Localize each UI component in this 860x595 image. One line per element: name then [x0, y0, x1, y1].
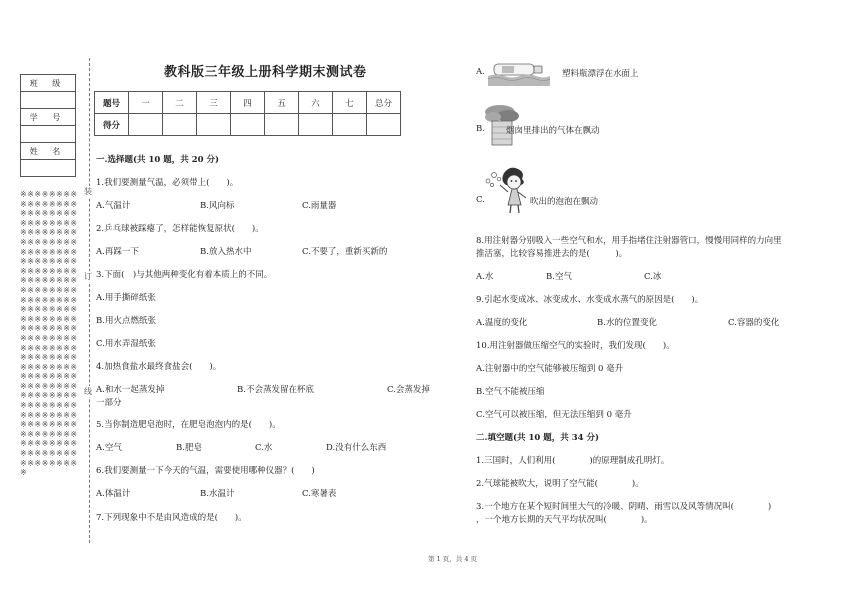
- question-8-option-a: A.水: [476, 272, 494, 282]
- question-10-option-c: C.空气可以被压缩，但无法压缩到 0 毫升: [476, 410, 632, 420]
- bubbles-child-image: [484, 165, 534, 215]
- class-label: 班 级: [21, 75, 76, 92]
- score-header-item: 三: [197, 92, 231, 114]
- question-1-stem: 1.我们要测量气温，必须带上( )。: [96, 178, 239, 188]
- question-8-option-c: C.冰: [644, 272, 662, 282]
- score-cell[interactable]: [367, 114, 401, 136]
- page-title: 教科版三年级上册科学期末测试卷: [164, 65, 367, 80]
- question-4-stem: 4.加热食盐水最终食盐会( )。: [96, 362, 222, 372]
- question-5-option-b: B.肥皂: [176, 443, 202, 453]
- question-9-option-c: C.容器的变化: [728, 318, 780, 328]
- question-9-option-a: A.温度的变化: [476, 318, 528, 328]
- question-7-option-c-text: 吹出的泡泡在飘动: [530, 197, 599, 207]
- fill-question-3-line-2: ，一个地方长期的天气平均状况叫( )。: [476, 515, 653, 525]
- section-1-title: 一.选择题(共 10 题，共 20 分): [96, 155, 219, 165]
- score-cell[interactable]: [129, 114, 163, 136]
- seal-char-ding: 订: [84, 272, 92, 281]
- name-label: 姓 名: [21, 143, 76, 160]
- question-1-option-b: B.风向标: [200, 201, 235, 211]
- score-header-item: 一: [129, 92, 163, 114]
- score-header-item: 总分: [367, 92, 401, 114]
- question-10-option-a: A.注射器中的空气能够被压缩到 0 毫升: [476, 364, 624, 374]
- score-cell[interactable]: [265, 114, 299, 136]
- score-cell[interactable]: [231, 114, 265, 136]
- score-cell[interactable]: [197, 114, 231, 136]
- question-4-option-b: B.不会蒸发留在杯底: [237, 385, 314, 395]
- question-6-stem: 6.我们要测量一下今天的气温，需要使用哪种仪器？( ): [96, 466, 315, 476]
- question-9-option-b: B.水的位置变化: [597, 318, 657, 328]
- question-10-stem: 10.用注射器做压缩空气的实验时，我们发现( )。: [476, 341, 675, 351]
- score-row-label: 得分: [95, 114, 129, 136]
- page-footer: 第 1 页，共 4 页: [428, 555, 478, 563]
- question-8-stem-line-2: 推活塞，比较容易推进去的是( )。: [476, 249, 628, 259]
- class-field[interactable]: [21, 92, 76, 109]
- question-7-option-c-letter: C.: [476, 195, 485, 205]
- fill-question-1: 1.三国时，人们利用( )的原理制成孔明灯。: [476, 456, 670, 466]
- score-cell[interactable]: [299, 114, 333, 136]
- question-7-option-b-letter: B.: [476, 124, 485, 134]
- question-6-option-c: C.寒暑表: [302, 489, 337, 499]
- question-2-option-a: A.再踩一下: [96, 247, 139, 257]
- plastic-bottle-image: [488, 60, 550, 86]
- score-header-item: 六: [299, 92, 333, 114]
- student-number-field[interactable]: [21, 126, 76, 143]
- question-4-option-c: C.会蒸发掉: [387, 385, 430, 395]
- binding-dashed-line: [89, 58, 90, 543]
- question-5-option-c: C.水: [255, 443, 273, 453]
- score-header-item: 七: [333, 92, 367, 114]
- question-3-option-b: B.用火点燃纸张: [96, 316, 156, 326]
- question-4-option-c-cont: 一部分: [96, 398, 122, 408]
- question-7-option-b-text: 烟囱里排出的气体在飘动: [506, 126, 600, 136]
- question-2-option-c: C.不要了，重新买新的: [302, 247, 388, 257]
- question-2-option-b: B.放入热水中: [200, 247, 252, 257]
- student-number-label: 学 号: [21, 109, 76, 126]
- question-10-option-b: B.空气不能被压缩: [476, 387, 545, 397]
- question-7-option-a-letter: A.: [476, 67, 485, 77]
- score-table: [94, 91, 401, 136]
- name-field[interactable]: [21, 160, 76, 177]
- fill-question-2: 2.气球能被吹大，说明了空气能( )。: [476, 479, 644, 489]
- question-3-stem: 3.下面( )与其他两种变化有着本质上的不同。: [96, 270, 273, 280]
- question-4-option-a: A.和水一起蒸发掉: [96, 385, 165, 395]
- fill-question-3-line-1: 3.一个地方在某个短时间里大气的冷暖、阴晴、雨雪以及风等情况叫( ): [476, 502, 772, 512]
- question-5-option-d: D.没有什么东西: [326, 443, 387, 453]
- question-9-stem: 9.引起水变成冰、冰变成水、水变成水蒸气的原因是( )。: [476, 295, 704, 305]
- score-header-item: 四: [231, 92, 265, 114]
- question-8-stem-line-1: 8.用注射器分别吸入一些空气和水，用手指堵住注射器管口，慢慢用同样的力向里: [476, 236, 782, 246]
- question-3-option-c: C.用水弄湿纸张: [96, 339, 156, 349]
- question-5-option-a: A.空气: [96, 443, 122, 453]
- score-cell[interactable]: [333, 114, 367, 136]
- question-2-stem: 2.乒乓球被踩瘪了，怎样能恢复原状( )。: [96, 224, 264, 234]
- seal-char-xian: 线: [84, 387, 92, 396]
- question-3-option-a: A.用手撕碎纸张: [96, 293, 156, 303]
- question-5-stem: 5.当你制造肥皂泡时，在肥皂泡泡内的是( )。: [96, 420, 281, 430]
- question-1-option-c: C.雨量器: [302, 201, 337, 211]
- seal-char-zhuang: 装: [84, 187, 92, 196]
- seal-pattern: ※※※※※※※※※※※※※※※※※※※※※※※※※※※※※※※※※※※※※※※※※※※※※※※※※※※※※※※※※※※※※※※※※※※※※※※※※※※※※※※※※※※※※※※※※※※※※※※※※※※※※※※※※※※※※※※※※※※※※※※※※※※※※※※※※※※※※※※※※※※※※※※※※※※※※※※※※※※※※※※※※※※※※※※※※※※※※※※※※※※※※※※※※※※※※※※※※※※※※※※※※※※※※※※※※※※※※※※※※※※※※※※※※※※※※※※※※: [20, 190, 78, 478]
- question-6-option-a: A.体温计: [96, 489, 131, 499]
- score-header-item: 二: [163, 92, 197, 114]
- student-info-table: [20, 74, 76, 177]
- score-header-item: 题号: [95, 92, 129, 114]
- question-1-option-a: A.气温计: [96, 201, 131, 211]
- score-cell[interactable]: [163, 114, 197, 136]
- question-6-option-b: B.水温计: [200, 489, 235, 499]
- score-header-item: 五: [265, 92, 299, 114]
- question-7-option-a-text: 塑料瓶漂浮在水面上: [562, 69, 639, 79]
- question-7-stem: 7.下列现象中不是由风造成的是( )。: [96, 513, 247, 523]
- question-8-option-b: B.空气: [546, 272, 572, 282]
- section-2-title: 二.填空题(共 10 题，共 34 分): [476, 433, 599, 443]
